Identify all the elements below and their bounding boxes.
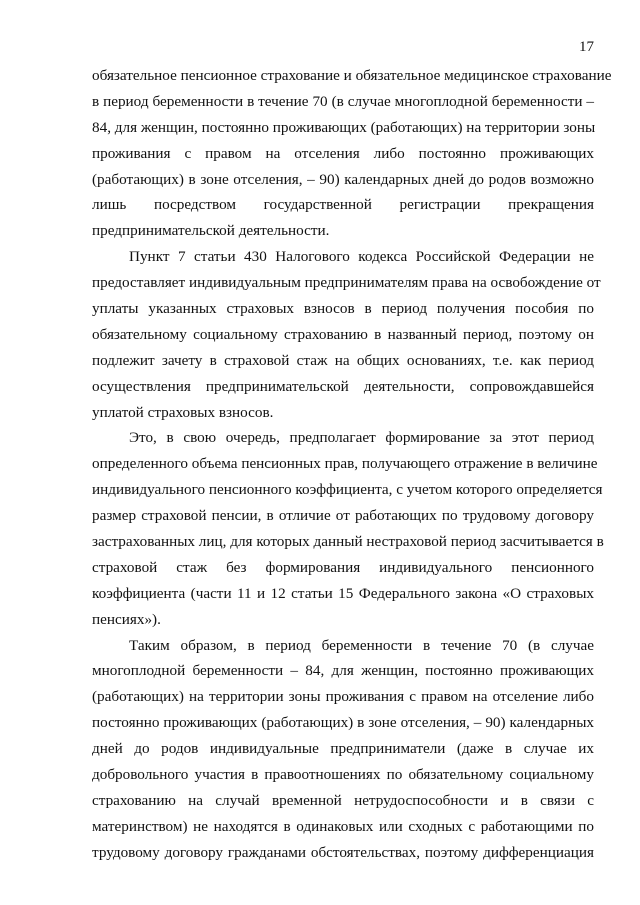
- page-number: 17: [579, 39, 594, 55]
- text-line: определенного объема пенсионных прав, получающего отражение в величине: [92, 455, 598, 473]
- paragraph: [92, 425, 604, 632]
- text-line: Это, в свою очередь, предполагает формирование за этот период: [129, 429, 594, 447]
- text-line: Таким образом, в период беременности в течение 70 (в случае: [129, 636, 594, 654]
- text-line: размер страховой пенсии, в отличие от работающих по трудовому договору: [92, 507, 594, 525]
- text-line: в период беременности в течение 70 (в случае многоплодной беременности –: [92, 92, 594, 110]
- text-line: материнством) не находятся в одинаковых или сходных с работающими по: [92, 817, 594, 835]
- text-line: уплатой страховых взносов.: [92, 403, 274, 421]
- text-line: застрахованных лиц, для которых данный нестраховой период засчитывается в: [92, 533, 604, 551]
- text-line: подлежит зачету в страховой стаж на общих основаниях, т.е. как период: [92, 351, 594, 369]
- text-line: осуществления предпринимательской деятельности, сопровождавшейся: [92, 377, 594, 395]
- text-line: предпринимательской деятельности.: [92, 222, 330, 240]
- text-line: обязательному социальному страхованию в названный период, поэтому он: [92, 325, 594, 343]
- text-line: проживания с правом на отселения либо постоянно проживающих: [92, 144, 594, 162]
- text-line: лишь посредством государственной регистрации прекращения: [92, 196, 594, 214]
- text-line: обязательное пенсионное страхование и обязательное медицинское страхование: [92, 67, 612, 84]
- text-line: коэффициента (части 11 и 12 статьи 15 Федерального закона «О страховых: [92, 584, 594, 602]
- paragraph: [92, 63, 612, 244]
- paragraph: [92, 244, 601, 425]
- text-line: Пункт 7 статьи 430 Налогового кодекса Российской Федерации не: [129, 248, 594, 266]
- text-line: (работающих) на территории зоны проживания с правом на отселение либо: [92, 688, 594, 706]
- text-line: страховой стаж без формирования индивидуального пенсионного: [92, 558, 594, 576]
- document-body: [92, 63, 612, 866]
- text-line: (работающих) в зоне отселения, – 90) календарных дней до родов возможно: [92, 170, 594, 188]
- text-line: дней до родов индивидуальные предприниматели (даже в случае их: [92, 740, 594, 758]
- text-line: предоставляет индивидуальным предпринимателям права на освобождение от: [92, 274, 601, 292]
- text-line: добровольного участия в правоотношениях по обязательному социальному: [92, 766, 594, 784]
- text-line: 84, для женщин, постоянно проживающих (работающих) на территории зоны: [92, 118, 596, 136]
- text-line: индивидуального пенсионного коэффициента, с учетом которого определяется: [92, 481, 603, 499]
- text-line: страхованию на случай временной нетрудоспособности и в связи с: [92, 791, 594, 809]
- text-line: постоянно проживающих (работающих) в зоне отселения, – 90) календарных: [92, 714, 594, 732]
- text-line: многоплодной беременности – 84, для женщин, постоянно проживающих: [92, 662, 594, 680]
- text-line: пенсиях»).: [92, 610, 161, 628]
- text-line: трудовому договору гражданами обстоятельствах, поэтому дифференциация: [92, 843, 594, 861]
- paragraph: [92, 633, 594, 866]
- text-line: уплаты указанных страховых взносов в период получения пособия по: [92, 300, 594, 318]
